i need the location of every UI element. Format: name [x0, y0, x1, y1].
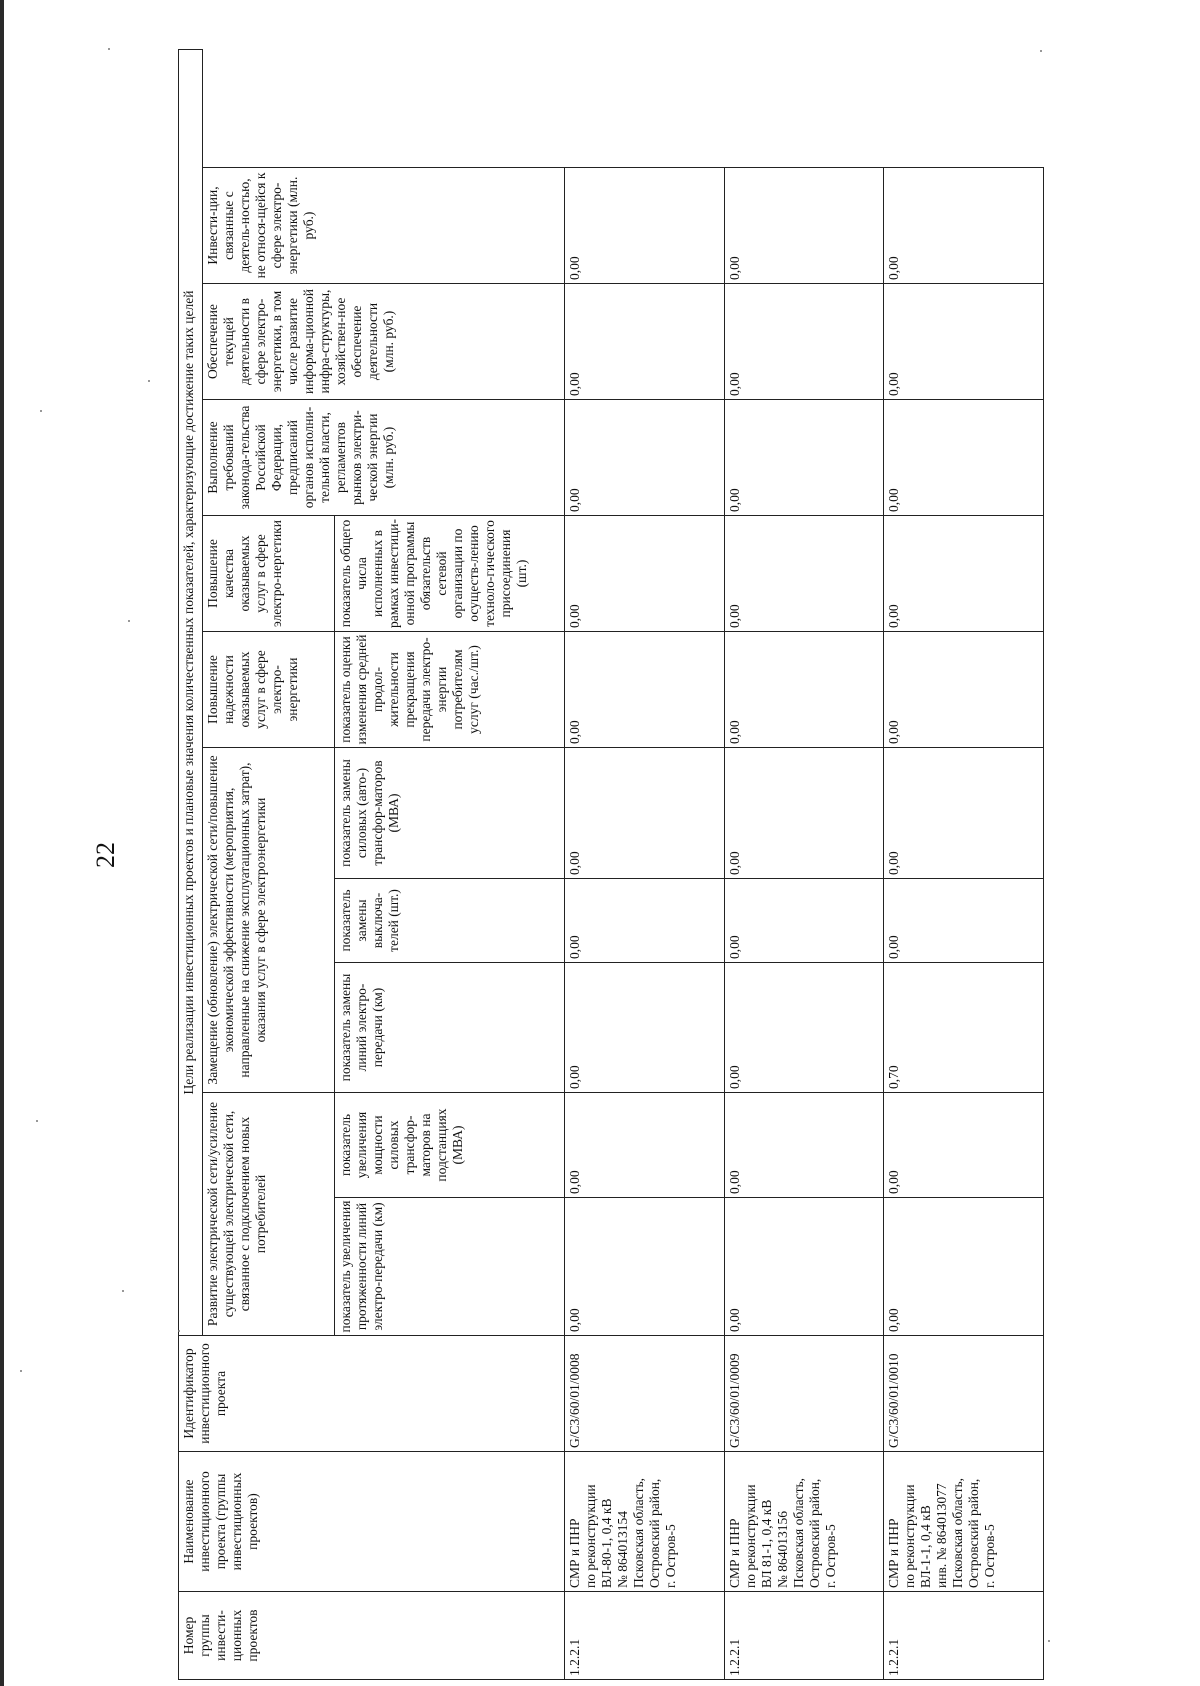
investment-goals-table: [178, 49, 1044, 1680]
cell-value: 0,00: [724, 1093, 884, 1198]
scan-speck: [36, 1120, 38, 1122]
rotated-table-wrapper: [178, 50, 1044, 1680]
scan-speck: [40, 410, 42, 412]
scan-speck: [122, 1290, 124, 1292]
header-activity: Обеспечение текущей деятельности в сфере электро-энергетики, в том числе развитие информа-ционной инфра-структуры, хозяйствен-ное обеспечение деятельности (млн. руб.): [203, 284, 565, 400]
header-development: Развитие электрической сети/усиление существующей электрической сети, связанное с подключением новых потребителей: [203, 1093, 335, 1336]
subheader-reliability: показатель оценки изменения средней продол-жительности прекращения передачи электро-энергии потребителям услуг (час./шт.): [335, 632, 565, 748]
cell-value: 0,70: [884, 963, 1044, 1093]
cell-value: 0,00: [565, 284, 725, 400]
scan-speck: [148, 380, 150, 382]
cell-identifier: G/C3/60/01/0010: [884, 1336, 1044, 1452]
subheader-dev-lines: показатель увеличения протяженности линий электро-передачи (км): [335, 1198, 565, 1336]
cell-project-name: СМР и ПНР по реконструкции ВЛ-80-1, 0,4 кВ № 864013154 Псковская область, Островский район, г. Остров-5: [565, 1452, 725, 1592]
cell-value: 0,00: [884, 400, 1044, 516]
cell-value: 0,00: [724, 400, 884, 516]
subheader-rep-switches: показатель замены выключа-телей (шт.): [335, 879, 565, 963]
cell-group-number: 1.2.2.1: [724, 1592, 884, 1680]
cell-identifier: G/C3/60/01/0008: [565, 1336, 725, 1452]
cell-value: 0,00: [565, 516, 725, 632]
header-other: Инвести-ции, связанные с деятель-ностью, не относя-щейся к сфере электро-энергетики (млн. руб.): [203, 168, 565, 284]
table-row: [884, 49, 1044, 1679]
header-group-number: Номер группы инвести-ционных проектов: [179, 1592, 565, 1680]
cell-value: 0,00: [724, 748, 884, 879]
subheader-quality: показатель общего числа исполненных в рамках инвестици-онной программы обязательств сетевой организации по осуществ-лению техноло-гического присоединения (шт.): [335, 516, 565, 632]
scan-speck: [1048, 1640, 1050, 1642]
table-row: [565, 49, 725, 1679]
subheader-dev-power: показатель увеличения мощности силовых трансфор-маторов на подстанциях (МВА): [335, 1093, 565, 1198]
header-reliability: Повышение надежности оказываемых услуг в сфере электро-энергетики: [203, 632, 335, 748]
cell-project-name: СМР и ПНР по реконструкции ВЛ-1-1, 0,4 кВ инв. № 864013077 Псковская область, Островский район, г. Остров-5: [884, 1452, 1044, 1592]
scan-speck: [20, 1370, 22, 1372]
cell-group-number: 1.2.2.1: [565, 1592, 725, 1680]
header-quality: Повышение качества оказываемых услуг в сфере электро-нергетики: [203, 516, 335, 632]
scan-speck: [178, 1330, 180, 1332]
cell-value: 0,00: [565, 1198, 725, 1336]
header-project-name: Наименование инвестиционного проекта (группы инвестиционных проектов): [179, 1452, 565, 1592]
cell-value: 0,00: [884, 1093, 1044, 1198]
cell-value: 0,00: [565, 632, 725, 748]
cell-value: 0,00: [565, 1093, 725, 1198]
cell-value: 0,00: [724, 516, 884, 632]
cell-value: 0,00: [884, 168, 1044, 284]
page-number: 22: [91, 842, 120, 868]
table-row: [724, 49, 884, 1679]
cell-value: 0,00: [724, 1198, 884, 1336]
cell-value: 0,00: [884, 1198, 1044, 1336]
cell-value: 0,00: [724, 284, 884, 400]
cell-identifier: G/C3/60/01/0009: [724, 1336, 884, 1452]
cell-value: 0,00: [724, 879, 884, 963]
header-goals-title: Цели реализации инвестиционных проектов и плановые значения количественных показателей, характеризующие достижение таких целей: [179, 49, 203, 1335]
header-legal: Выполнение требований законода-тельства Российской Федерации, предписаний органов исполни-тельной власти, регламентов рынков электри-ческой энергии (млн. руб.): [203, 400, 565, 516]
cell-project-name: СМР и ПНР по реконструкции ВЛ 81-1, 0,4 кВ № 864013156 Псковская область, Островский район, г. Остров-5: [724, 1452, 884, 1592]
cell-value: 0,00: [565, 748, 725, 879]
cell-value: 0,00: [884, 632, 1044, 748]
subheader-rep-lines: показатель замены линий электро-передачи (км): [335, 963, 565, 1093]
page-left-border: [0, 0, 4, 1686]
cell-value: 0,00: [724, 963, 884, 1093]
cell-value: 0,00: [884, 284, 1044, 400]
cell-value: 0,00: [565, 879, 725, 963]
cell-value: 0,00: [884, 748, 1044, 879]
cell-value: 0,00: [884, 516, 1044, 632]
cell-value: 0,00: [565, 168, 725, 284]
scan-speck: [1040, 50, 1042, 52]
cell-value: 0,00: [565, 963, 725, 1093]
cell-value: 0,00: [724, 168, 884, 284]
cell-group-number: 1.2.2.1: [884, 1592, 1044, 1680]
subheader-rep-transformers: показатель замены силовых (авто-) трансфор-маторов (МВА): [335, 748, 565, 879]
cell-value: 0,00: [884, 879, 1044, 963]
scan-speck: [108, 48, 110, 50]
scan-speck: [128, 620, 130, 622]
header-identifier: Идентификатор инвестиционного проекта: [179, 1336, 565, 1452]
cell-value: 0,00: [565, 400, 725, 516]
cell-value: 0,00: [724, 632, 884, 748]
header-replacement: Замещение (обновление) электрической сети/повышение экономической эффективности (мероприятия, направленные на снижение эксплуатационных затрат), оказания услуг в сфере электроэнергетики: [203, 748, 335, 1093]
